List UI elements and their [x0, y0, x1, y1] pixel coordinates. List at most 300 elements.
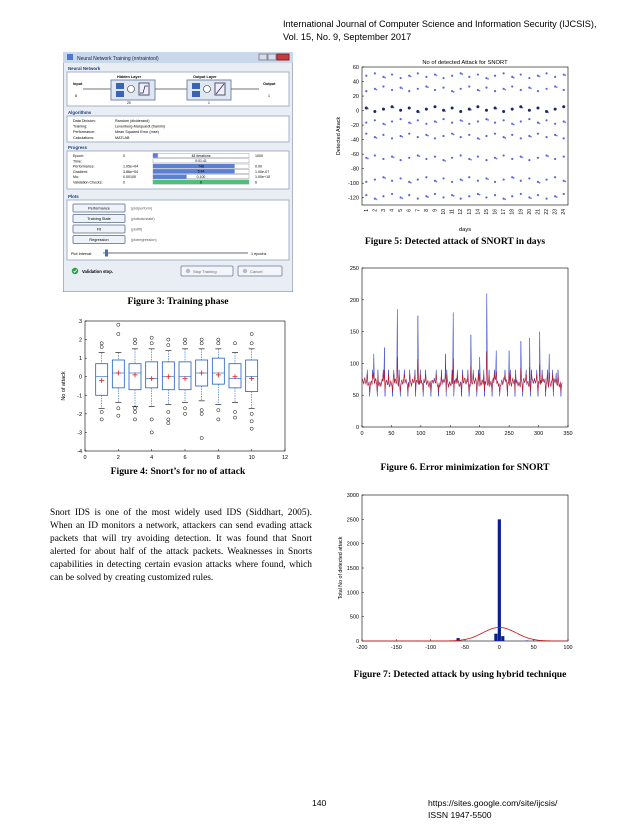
progress-value: 0.100 — [196, 175, 206, 179]
outlier — [150, 336, 153, 339]
outlier — [200, 412, 203, 415]
data-point — [400, 118, 402, 120]
outlier — [200, 342, 203, 345]
outlier — [100, 410, 103, 413]
y-tick-label: 1500 — [346, 566, 359, 572]
output-layer-label: Output Layer — [193, 75, 217, 79]
data-point — [556, 196, 558, 198]
x-tick-label: 20 — [526, 209, 533, 215]
data-point — [528, 177, 530, 179]
x-tick-label: 22 — [544, 209, 551, 215]
journal-header-line2: Vol. 15, No. 9, September 2017 — [283, 32, 412, 42]
box-body — [246, 360, 258, 392]
x-tick-label: 14 — [475, 209, 482, 215]
data-point — [536, 106, 539, 109]
data-point — [479, 138, 481, 140]
outlier — [150, 431, 153, 434]
footer-links — [428, 797, 557, 821]
x-tick-label: 11 — [449, 209, 456, 215]
y-tick-label: 40 — [352, 79, 359, 86]
outlier — [217, 338, 220, 341]
plot-function: (plotfit) — [131, 227, 143, 232]
data-point — [477, 156, 479, 158]
data-point — [528, 77, 530, 79]
x-tick-label: 23 — [552, 209, 559, 215]
x-tick-label: 15 — [483, 209, 490, 215]
outlier — [250, 332, 253, 335]
data-point — [365, 194, 367, 196]
data-point — [520, 73, 522, 75]
hidden-w-icon — [116, 83, 124, 89]
stop-training-label: Stop Training — [193, 269, 217, 274]
data-point — [365, 75, 367, 77]
y-tick-label: -4 — [77, 449, 82, 455]
data-point — [382, 134, 384, 136]
box-5 — [162, 338, 174, 425]
outlier — [233, 342, 236, 345]
data-point — [521, 157, 523, 159]
chart-title: No of detected Attack for SNORT — [422, 60, 508, 66]
data-point — [520, 137, 522, 139]
data-point — [365, 181, 367, 183]
data-point — [504, 137, 506, 139]
data-point — [451, 181, 453, 183]
journal-header-line1: International Journal of Computer Science and Information Security (IJCSIS), — [283, 19, 597, 29]
fig7-histogram — [330, 488, 580, 658]
data-point — [434, 137, 436, 139]
x-tick-label: 9 — [432, 209, 439, 212]
outlier — [250, 412, 253, 415]
data-point — [468, 123, 470, 125]
data-point — [562, 105, 565, 108]
plot-function: (plotperform) — [131, 206, 153, 211]
x-tick-label: 6 — [183, 455, 187, 461]
data-point — [537, 90, 539, 92]
x-tick-label: 250 — [504, 431, 514, 437]
data-point — [451, 122, 453, 124]
data-point — [408, 90, 410, 92]
y-tick-label: 3000 — [346, 493, 359, 499]
y-tick-label: 0 — [78, 374, 82, 381]
section-progress-label: Progress — [68, 145, 88, 150]
plot-button-label: Performance — [88, 206, 110, 211]
data-point — [545, 119, 547, 121]
output-label: Output — [263, 82, 276, 86]
algorithm-value: Random (dividerand) — [115, 119, 150, 123]
data-point — [400, 177, 402, 179]
data-point — [384, 124, 386, 126]
scatter-points — [365, 72, 566, 200]
data-point — [485, 135, 487, 137]
data-point — [434, 156, 436, 158]
output-b-icon — [192, 91, 200, 97]
data-point — [460, 154, 462, 156]
outlier — [133, 338, 136, 341]
data-point — [442, 77, 444, 79]
data-point — [417, 136, 419, 138]
data-point — [382, 108, 385, 111]
data-point — [425, 108, 428, 111]
data-point — [461, 73, 463, 75]
outlier — [167, 410, 170, 413]
algorithm-label: Performance: — [73, 130, 96, 135]
outlier — [117, 414, 120, 417]
progress-fill — [153, 153, 158, 157]
outlier — [117, 332, 120, 335]
data-point — [477, 120, 479, 122]
histogram-bar — [501, 636, 504, 641]
input-size: 8 — [75, 94, 77, 98]
cancel-icon — [243, 269, 247, 273]
x-tick-label: 1 — [363, 209, 370, 212]
plot-interval-handle[interactable] — [105, 250, 108, 257]
data-point — [485, 87, 487, 89]
plot-button-label: Fit — [96, 227, 102, 232]
data-point — [487, 178, 489, 180]
data-point — [511, 195, 513, 197]
data-point — [539, 76, 541, 78]
close-button[interactable] — [277, 54, 289, 60]
plot-interval-label: Plot Interval: — [71, 252, 93, 256]
data-point — [427, 86, 429, 88]
data-point — [374, 72, 376, 74]
data-point — [418, 111, 420, 113]
input-label: Input — [73, 82, 83, 86]
outlier — [200, 338, 203, 341]
data-point — [391, 89, 393, 91]
data-point — [417, 88, 419, 90]
data-point — [393, 157, 395, 159]
data-point — [417, 198, 419, 200]
data-point — [528, 109, 531, 112]
data-point — [556, 86, 558, 88]
data-point — [511, 85, 513, 87]
data-point — [470, 109, 472, 111]
data-point — [537, 133, 539, 135]
window-title: Neural Network Training (nntraintool) — [77, 56, 159, 62]
y-tick-label: -40 — [351, 137, 359, 144]
data-point — [425, 123, 427, 125]
data-point — [373, 110, 376, 113]
x-tick-label: -100 — [425, 645, 437, 651]
data-point — [453, 91, 455, 93]
fig5-caption: Figure 5: Detected attack of SNORT in days — [364, 236, 546, 247]
data-point — [384, 177, 386, 179]
data-point — [461, 120, 463, 122]
plot-button-label: Training State — [87, 217, 111, 222]
data-point — [485, 196, 487, 198]
data-point — [453, 134, 455, 136]
data-point — [494, 133, 496, 135]
data-point — [503, 178, 505, 180]
fig3-caption: Figure 3: Training phase — [127, 296, 229, 307]
data-point — [442, 177, 444, 179]
y-tick-label: -120 — [347, 195, 359, 202]
data-point — [487, 119, 489, 121]
normal-fit-curve — [362, 627, 568, 641]
outlier — [233, 416, 236, 419]
progress-value: 0:01:41 — [195, 159, 207, 164]
data-point — [417, 72, 419, 74]
data-point — [401, 197, 403, 199]
data-point — [485, 109, 488, 112]
data-point — [530, 88, 532, 90]
y-tick-label: 1000 — [346, 590, 359, 597]
progress-fill — [153, 175, 187, 179]
box-6 — [179, 338, 191, 415]
y-tick-label: -60 — [351, 152, 359, 159]
matlab-icon — [67, 54, 73, 60]
progress-start: 0.00100 — [123, 175, 136, 180]
stop-icon — [186, 269, 190, 273]
x-tick-label: 200 — [475, 431, 485, 437]
data-point — [563, 156, 565, 158]
y-tick-label: 0 — [355, 639, 359, 645]
y-axis-label: Detected Attack — [336, 116, 342, 156]
plot-button-label: Regression — [89, 238, 109, 243]
fig6-line — [340, 262, 580, 440]
data-point — [502, 110, 505, 113]
y-tick-label: 1 — [78, 356, 82, 363]
outlier — [217, 418, 220, 421]
minimize-button[interactable] — [259, 54, 267, 60]
data-point — [408, 106, 411, 109]
progress-start: 1.05e+04 — [123, 164, 139, 169]
plot-interval-value: 1 epochs — [251, 252, 267, 256]
progress-label: Epoch: — [73, 154, 85, 158]
data-point — [545, 178, 547, 180]
data-point — [556, 135, 558, 137]
x-tick-label: 10 — [441, 209, 448, 215]
data-point — [376, 199, 378, 201]
y-tick-label: 2 — [78, 337, 82, 344]
data-point — [436, 181, 438, 183]
data-point — [477, 73, 479, 75]
data-point — [520, 193, 522, 195]
maximize-button[interactable] — [268, 54, 276, 60]
data-point — [468, 176, 470, 178]
data-point — [444, 160, 446, 162]
x-tick-label: 7 — [415, 209, 422, 212]
x-tick-label: 16 — [492, 209, 499, 215]
plot-function: (plottrainstate) — [131, 217, 155, 222]
box-10 — [246, 332, 258, 430]
data-point — [539, 123, 541, 125]
outlier — [133, 407, 136, 410]
data-point — [384, 77, 386, 79]
data-point — [554, 108, 557, 111]
x-tick-label: 2 — [116, 455, 120, 461]
data-point — [374, 178, 376, 180]
data-point — [374, 119, 376, 121]
data-point — [504, 89, 506, 91]
progress-value: 5.44 — [197, 169, 205, 174]
section-network-label: Neural Network — [68, 66, 101, 71]
x-tick-label: 18 — [509, 209, 516, 215]
nntraintool-window — [63, 52, 293, 292]
y-tick-label: 60 — [352, 65, 359, 71]
x-tick-label: 50 — [388, 431, 395, 437]
progress-value: 48 iterations — [191, 153, 211, 158]
data-point — [425, 158, 427, 160]
plot-frame — [362, 268, 568, 427]
fig6-caption: Figure 6. Error minimization for SNORT — [380, 462, 550, 473]
data-point — [545, 136, 547, 138]
outlier — [250, 420, 253, 423]
data-point — [451, 75, 453, 77]
progress-fill — [153, 164, 235, 168]
data-point — [547, 155, 549, 157]
data-point — [563, 89, 565, 91]
data-point — [494, 75, 496, 77]
box-8 — [212, 338, 224, 421]
data-point — [513, 77, 515, 79]
data-point — [537, 194, 539, 196]
data-point — [410, 182, 412, 184]
x-axis-label: days — [458, 227, 472, 233]
progress-label: Performance: — [73, 164, 95, 169]
data-point — [520, 89, 522, 91]
data-point — [410, 123, 412, 125]
data-point — [563, 137, 565, 139]
data-point — [503, 154, 505, 156]
data-point — [391, 180, 393, 182]
algorithm-value: Levenberg-Marquardt (trainlm) — [115, 124, 166, 129]
y-tick-label: -1 — [77, 393, 82, 400]
data-point — [374, 154, 376, 156]
algorithm-label: Calculations: — [73, 135, 95, 140]
data-point — [365, 122, 367, 124]
data-point — [513, 177, 515, 179]
data-point — [434, 193, 436, 195]
outlier — [217, 342, 220, 345]
x-tick-label: 100 — [563, 645, 573, 651]
data-point — [479, 194, 481, 196]
box-body — [212, 358, 224, 384]
data-point — [545, 72, 547, 74]
outlier — [183, 338, 186, 341]
data-point — [382, 158, 384, 160]
data-point — [365, 90, 367, 92]
outlier — [167, 418, 170, 421]
output-size: 1 — [208, 101, 210, 105]
data-point — [496, 108, 498, 110]
outlier — [117, 323, 120, 326]
data-point — [427, 135, 429, 137]
data-point — [564, 74, 566, 76]
box-body — [179, 362, 191, 390]
y-axis-label: No of attack — [61, 371, 67, 401]
outlier — [250, 427, 253, 430]
status-text: Validation stop. — [82, 269, 113, 274]
data-point — [564, 121, 566, 123]
data-point — [391, 137, 393, 139]
box-1 — [96, 342, 108, 421]
section-algorithms-label: Algorithms — [68, 110, 92, 115]
hidden-b-icon — [116, 91, 124, 97]
outlier — [167, 338, 170, 341]
data-point — [401, 88, 403, 90]
y-tick-label: 2000 — [346, 541, 359, 548]
progress-value: 748 — [198, 164, 204, 169]
x-tick-label: 3 — [380, 209, 387, 212]
data-point — [442, 135, 444, 137]
y-axis-label: Total No of detected attack — [338, 536, 344, 600]
progress-fill — [153, 169, 235, 173]
x-tick-label: 100 — [416, 431, 426, 437]
algorithm-label: Training: — [73, 124, 88, 129]
data-point — [554, 176, 556, 178]
data-point — [487, 78, 489, 80]
x-tick-label: 0 — [83, 455, 87, 461]
data-point — [367, 108, 369, 110]
data-point — [470, 159, 472, 161]
data-point — [537, 157, 539, 159]
data-point — [461, 179, 463, 181]
data-point — [468, 85, 470, 87]
y-tick-label: 20 — [352, 94, 359, 101]
progress-end: 1.00e-07 — [255, 169, 270, 174]
x-tick-label: 12 — [458, 209, 465, 215]
data-point — [451, 106, 454, 109]
x-tick-label: 350 — [563, 431, 573, 437]
x-tick-label: 150 — [445, 431, 455, 437]
data-point — [442, 196, 444, 198]
data-point — [468, 134, 470, 136]
data-point — [417, 178, 419, 180]
data-point — [494, 122, 496, 124]
x-tick-label: 8 — [216, 455, 220, 461]
x-tick-label: 24 — [561, 209, 568, 215]
data-point — [503, 119, 505, 121]
data-point — [425, 176, 427, 178]
data-point — [451, 157, 453, 159]
plot-frame — [362, 67, 568, 205]
outlier — [100, 345, 103, 348]
data-point — [504, 199, 506, 201]
outlier — [100, 418, 103, 421]
x-tick-label: 17 — [501, 209, 508, 215]
footer-url: https://sites.google.com/site/ijcsis/ — [428, 798, 558, 808]
section-plots-label: Plots — [68, 194, 79, 199]
outlier — [133, 342, 136, 345]
y-tick-label: 500 — [349, 614, 359, 621]
data-point — [477, 180, 479, 182]
data-point — [511, 158, 513, 160]
data-point — [513, 124, 515, 126]
page-number: 140 — [312, 798, 327, 808]
outlier — [217, 409, 220, 412]
data-point — [528, 118, 530, 120]
data-point — [418, 155, 420, 157]
x-tick-label: 0 — [360, 431, 364, 437]
data-point — [376, 137, 378, 139]
outlier — [200, 409, 203, 412]
x-tick-label: 6 — [406, 209, 413, 212]
output-sum-icon — [204, 86, 211, 93]
data-point — [433, 105, 436, 108]
histogram-bar — [498, 519, 501, 641]
body-paragraph: Snort IDS is one of the most widely used IDS (Siddhart, 2005). When an ID monitors a network, attackers can send evading attack packets that will try avoiding detection. It was found that Snort alerted for about half of the attack packets. Weaknesses in Snorts capabilities in detecting certain evasion attacks where found, which can be solved by creating customized rules. — [50, 508, 312, 584]
progress-end: 0.00 — [255, 164, 262, 169]
data-point — [408, 133, 410, 135]
data-point — [468, 76, 470, 78]
data-point — [528, 159, 530, 161]
data-point — [442, 87, 444, 89]
progress-label: Gradient: — [73, 169, 88, 174]
data-point — [427, 196, 429, 198]
data-point — [545, 88, 547, 90]
